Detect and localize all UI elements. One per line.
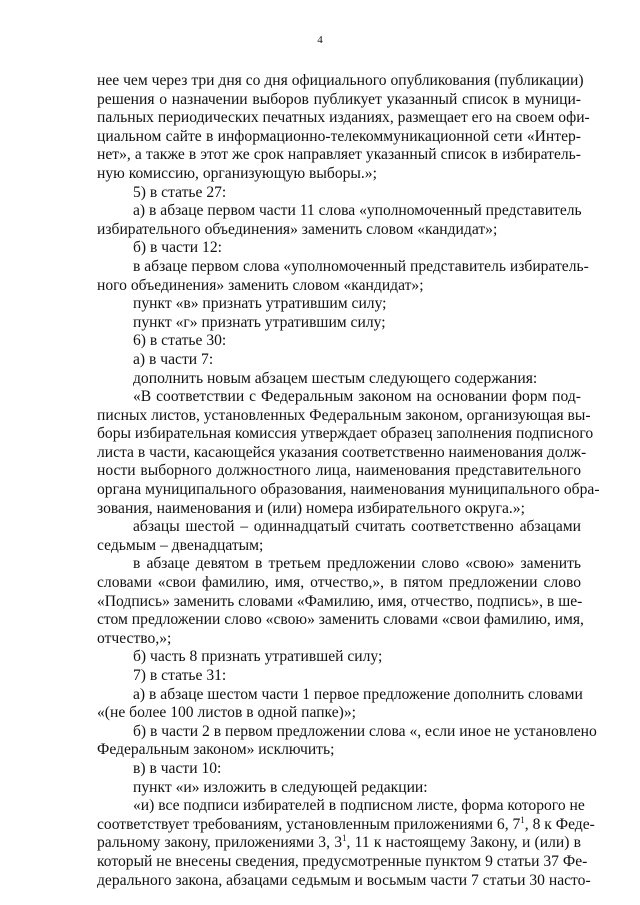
text-line: «(не более 100 листов в одной папке)»; (97, 704, 356, 722)
text-line: пункт «в» признать утратившим силу; (133, 295, 387, 313)
text-line: «и) все подписи избирателей в подписном листе, форма которого не (133, 797, 585, 815)
text-line: отчество,»; (97, 629, 172, 647)
text-line: избирательного объединения» заменить словом «кандидат»; (97, 220, 498, 238)
text-line: ности выборного должностного лица, наименования представительного (97, 462, 581, 480)
text-line: 5) в статье 27: (133, 183, 227, 201)
text-line: «В соответствии с Федеральным законом на основании форм под- (133, 388, 581, 406)
text-line: циальном сайте в информационно-телекоммуникационной сети «Интер- (97, 127, 581, 145)
text-line: в абзаце девятом в третьем предложении слово «свою» заменить (133, 555, 581, 573)
text-line: пальных периодических печатных изданиях, размещает его на своем офи- (97, 109, 590, 127)
text-line: нее чем через три дня со дня официального опубликования (публикации) (97, 72, 584, 89)
text-line: ную комиссию, организующую выборы.»; (97, 164, 377, 182)
text-line: дополнить новым абзацем шестым следующего содержания: (133, 369, 538, 387)
text-line: стом предложении слово «свою» заменить словами «свои фамилию, имя, (97, 611, 584, 629)
text-line: а) в абзаце первом части 11 слова «уполномоченный представитель (133, 202, 582, 220)
text-line: нет», а также в этот же срок направляет указанный список в избиратель- (97, 146, 581, 164)
text-line: 6) в статье 30: (133, 332, 227, 350)
text-line: органа муниципального образования, наименования муниципального обра- (97, 481, 600, 499)
text-line (97, 834, 581, 853)
text-line: который не внесены сведения, предусмотренные пунктом 9 статьи 37 Фе- (97, 852, 588, 870)
page-number: 4 (317, 34, 323, 46)
body-text (97, 72, 600, 890)
text-line: писных листов, установленных Федеральным законом, организующая вы- (97, 406, 591, 424)
text-fragment: , 8 к Феде- (524, 815, 595, 833)
text-fragment: соответствует требованиям, установленным приложениями 6, 7 (97, 815, 521, 833)
text-line: 7) в статье 31: (133, 667, 227, 684)
text-line: «Подпись» заменить словами «Фамилию, имя, отчество, подпись», в ше- (97, 592, 583, 610)
text-line: решения о назначении выборов публикует указанный список в муници- (97, 90, 581, 108)
text-line: а) в части 7: (133, 350, 214, 368)
text-fragment: ральному закону, приложениями 3, 3 (97, 834, 343, 852)
text-fragment: , 11 к настоящему Закону, и (или) в (346, 834, 581, 852)
text-line: дерального закона, абзацами седьмым и восьмым части 7 статьи 30 насто- (97, 871, 591, 889)
text-line: б) в части 2 в первом предложении слова «, если иное не установлено (133, 722, 597, 740)
text-line: Федеральным законом» исключить; (97, 741, 335, 759)
text-line: в) в части 10: (133, 759, 222, 777)
text-line: а) в абзаце шестом части 1 первое предложение дополнить словами (133, 685, 583, 703)
text-line: седьмым – двенадцатым; (97, 536, 264, 554)
text-line: листа в части, касающейся указания соответственно наименования долж- (97, 443, 587, 461)
text-line: пункт «г» признать утратившим силу; (133, 313, 386, 331)
superscript: 1 (342, 833, 347, 844)
text-line: боры избирательная комиссия утверждает образец заполнения подписного (97, 425, 594, 443)
text-line: словами «свои фамилию, имя, отчество,», в пятом предложении слово (97, 574, 581, 592)
text-line: б) в части 12: (133, 239, 222, 257)
text-line: пункт «и» изложить в следующей редакции: (133, 778, 428, 796)
text-line (97, 814, 595, 835)
text-line: ного объединения» заменить словом «кандидат»; (97, 276, 424, 294)
text-line: в абзаце первом слова «уполномоченный представитель избиратель- (133, 257, 589, 275)
text-line: зования, наименования и (или) номера избирательного округа.»; (97, 499, 525, 517)
superscript: 1 (520, 814, 525, 825)
text-line: абзацы шестой – одиннадцатый считать соответственно абзацами (133, 518, 581, 536)
text-line: б) часть 8 признать утратившей силу; (133, 648, 383, 666)
